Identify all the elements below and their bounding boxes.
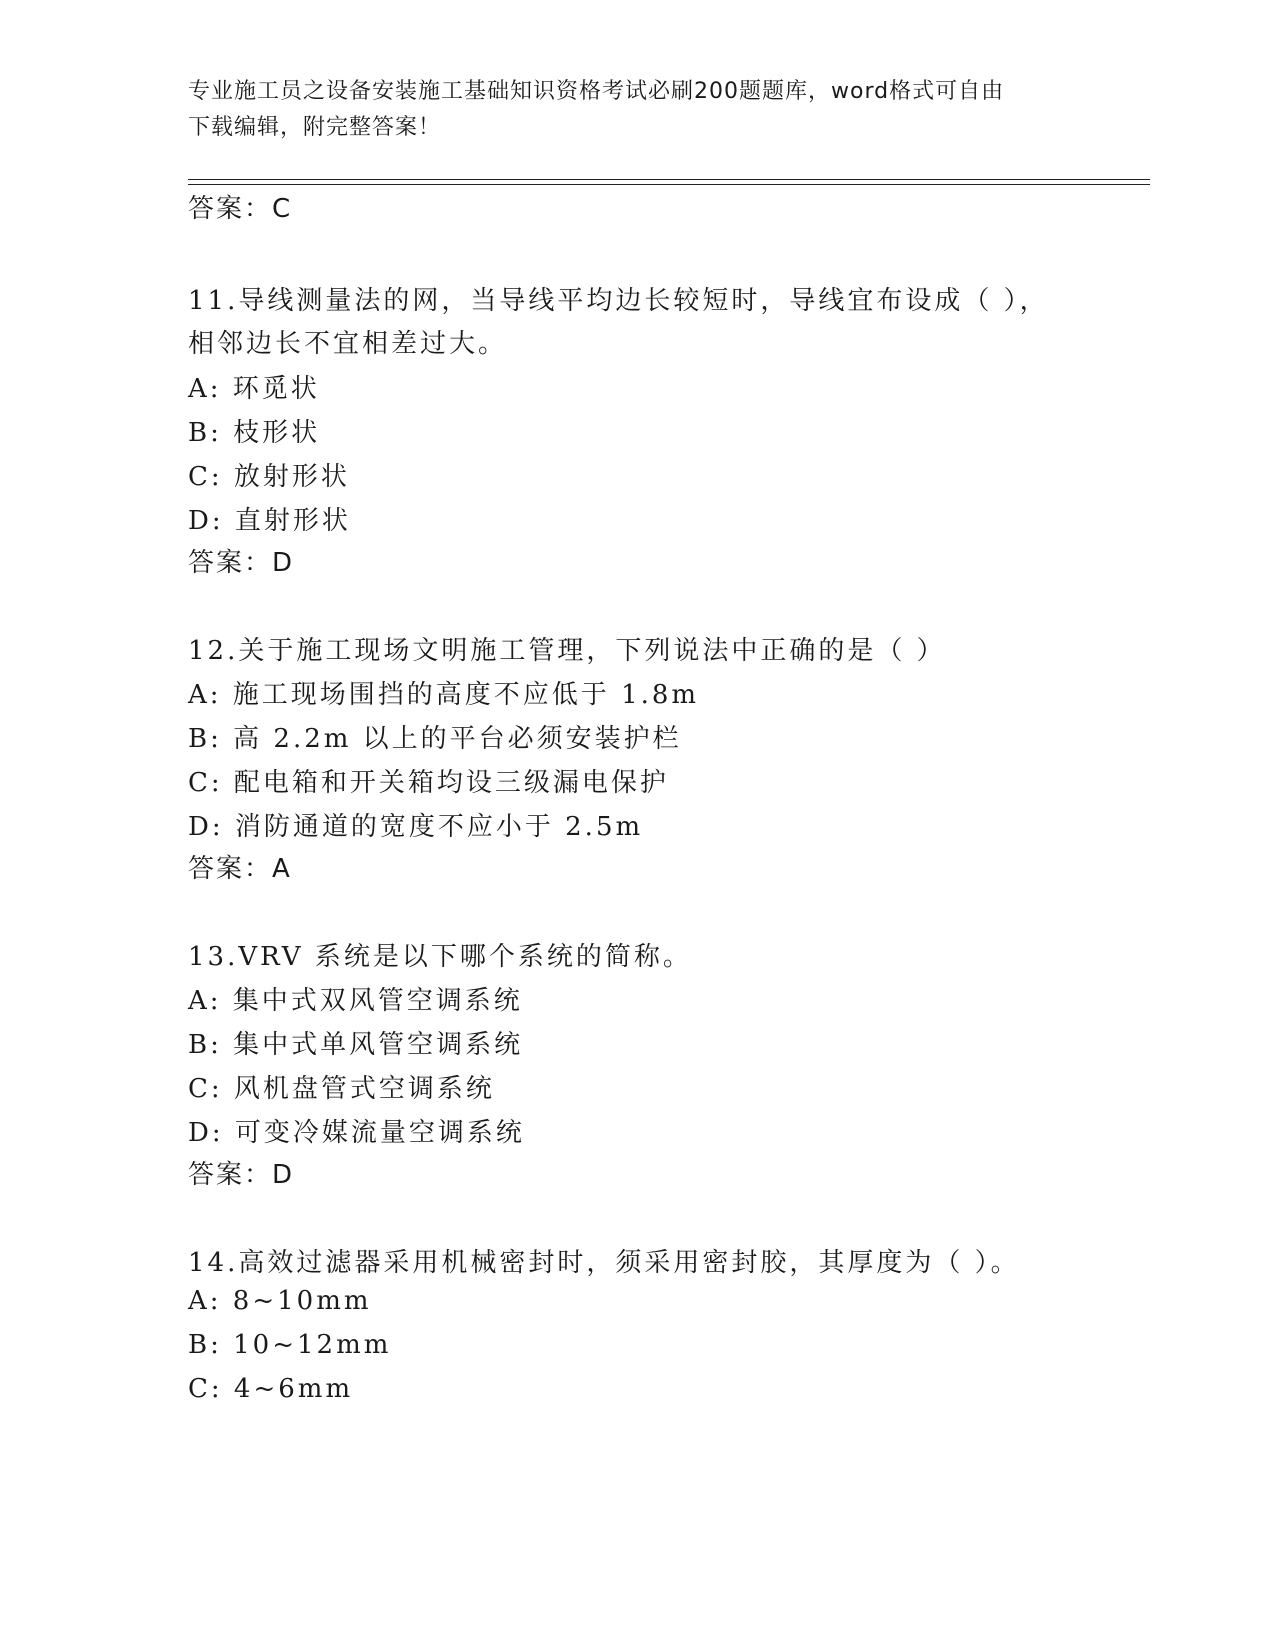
question-12-option-a: A: 施工现场围挡的高度不应低于 1.8m	[188, 680, 700, 710]
question-13-option-d: D: 可变冷媒流量空调系统	[188, 1118, 525, 1148]
question-13-option-c: C: 风机盘管式空调系统	[188, 1074, 495, 1104]
question-13-option-a: A: 集中式双风管空调系统	[188, 986, 523, 1016]
question-11-option-d: D: 直射形状	[188, 506, 351, 536]
question-13-stem: 13.VRV 系统是以下哪个系统的简称。	[188, 942, 692, 972]
question-11-option-a: A: 环觅状	[188, 374, 320, 404]
question-11-option-c: C: 放射形状	[188, 462, 350, 492]
document-header	[188, 74, 1088, 146]
header-divider-top	[188, 179, 1150, 180]
question-12-answer: 答案：A	[188, 854, 292, 884]
question-12-option-c: C: 配电箱和开关箱均设三级漏电保护	[188, 768, 669, 798]
header-line-1: 专业施工员之设备安装施工基础知识资格考试必刷200题题库，word格式可自由	[188, 79, 1005, 104]
question-12-stem: 12.关于施工现场文明施工管理，下列说法中正确的是（ ）	[188, 636, 946, 666]
header-divider-bottom	[188, 184, 1150, 185]
prev-answer: 答案：C	[188, 194, 293, 224]
question-14-option-b: B: 10~12mm	[188, 1330, 392, 1360]
header-line-2: 下载编辑，附完整答案！	[188, 115, 442, 140]
question-12-option-b: B: 高 2.2m 以上的平台必须安装护栏	[188, 724, 682, 754]
question-11-answer: 答案：D	[188, 548, 295, 578]
question-14-stem: 14.高效过滤器采用机械密封时，须采用密封胶，其厚度为（ ）。	[188, 1248, 1020, 1278]
question-13-answer: 答案：D	[188, 1160, 295, 1190]
question-13-option-b: B: 集中式单风管空调系统	[188, 1030, 524, 1060]
question-12-option-d: D: 消防通道的宽度不应小于 2.5m	[188, 812, 644, 842]
question-11-stem-line-2: 相邻边长不宜相差过大。	[188, 329, 508, 359]
question-11-option-b: B: 枝形状	[188, 418, 321, 448]
question-14-option-a: A: 8~10mm	[188, 1286, 372, 1316]
question-14-option-c: C: 4~6mm	[188, 1374, 354, 1404]
question-11-stem-line-1: 11.导线测量法的网，当导线平均边长较短时，导线宜布设成（ ），	[188, 286, 1049, 316]
